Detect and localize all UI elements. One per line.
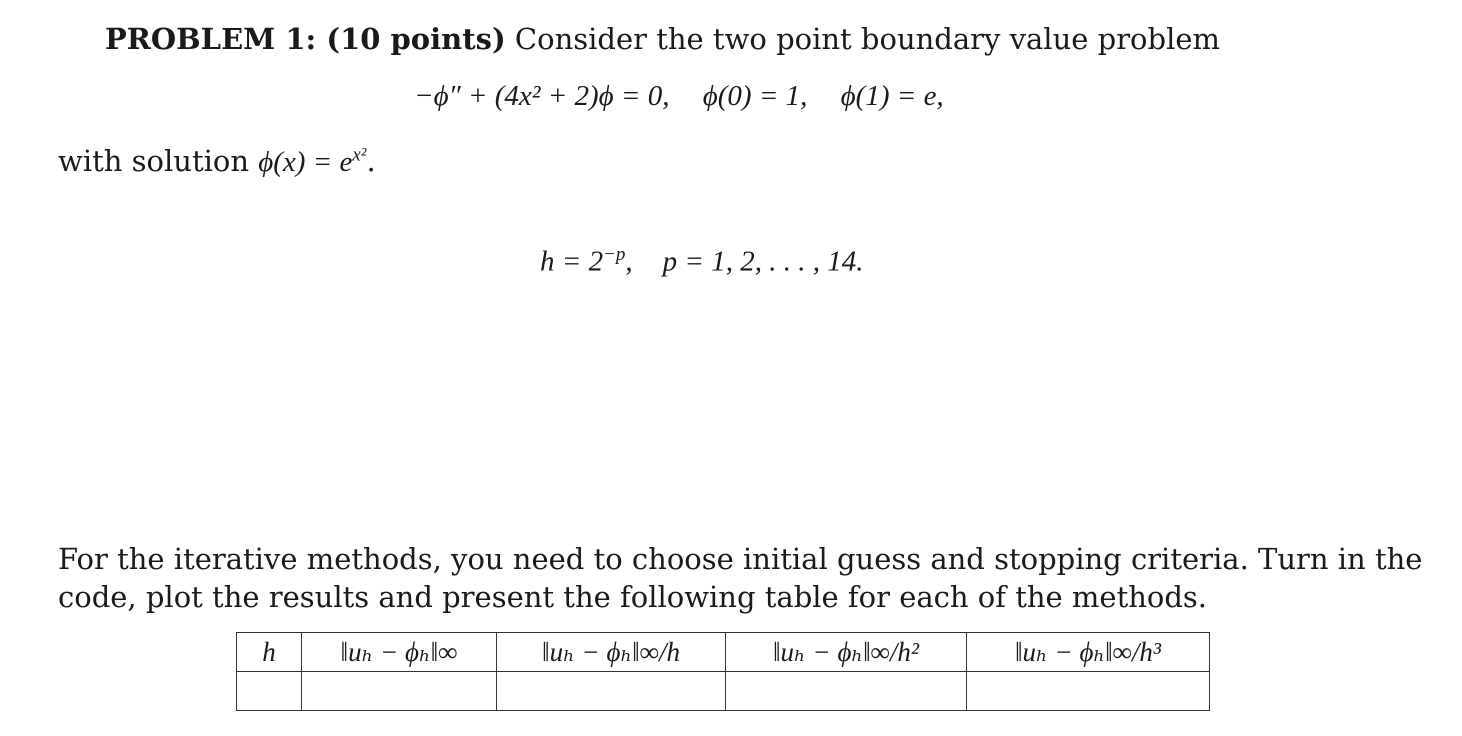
- h-exponent: −p: [603, 244, 626, 265]
- instructions-paragraph: For the iterative methods, you need to choose initial guess and stopping criteria. Turn in the code, plot the results and present the following table for each of the methods.: [58, 542, 1423, 614]
- header-error-over-h3: ‖uₕ − ϕₕ‖∞/h³: [967, 633, 1210, 672]
- p-range: p = 1, 2, . . . , 14.: [662, 245, 864, 278]
- right-boundary-condition: ϕ(1) = e,: [840, 80, 944, 112]
- ode-expression: −ϕ″ + (4x² + 2)ϕ = 0,: [414, 80, 670, 112]
- problem-statement: [105, 22, 1220, 56]
- solution-exponent: x²: [352, 144, 367, 166]
- header-h: h: [237, 633, 302, 672]
- left-boundary-condition: ϕ(0) = 1,: [702, 80, 808, 112]
- header-error-inf: ‖uₕ − ϕₕ‖∞: [302, 633, 497, 672]
- table-cell: [726, 672, 967, 711]
- table-row: [237, 672, 1210, 711]
- solution-suffix: .: [366, 144, 376, 178]
- table-cell: [497, 672, 726, 711]
- mesh-size-formula: [540, 244, 863, 279]
- table-cell: [302, 672, 497, 711]
- solution-line: [58, 144, 376, 179]
- table-cell: [237, 672, 302, 711]
- boundary-value-equation: [414, 80, 944, 113]
- h-comma: ,: [625, 245, 633, 278]
- problem-intro: Consider the two point boundary value problem: [514, 22, 1221, 56]
- problem-heading: PROBLEM 1: (10 points): [105, 22, 506, 56]
- results-table: [236, 632, 1210, 711]
- solution-expression: ϕ(x) = e: [258, 146, 353, 178]
- table-cell: [967, 672, 1210, 711]
- h-definition: h = 2: [540, 245, 604, 278]
- header-error-over-h2: ‖uₕ − ϕₕ‖∞/h²: [726, 633, 967, 672]
- header-error-over-h: ‖uₕ − ϕₕ‖∞/h: [497, 633, 726, 672]
- solution-prefix: with solution: [58, 144, 250, 178]
- table-header-row: [237, 633, 1210, 672]
